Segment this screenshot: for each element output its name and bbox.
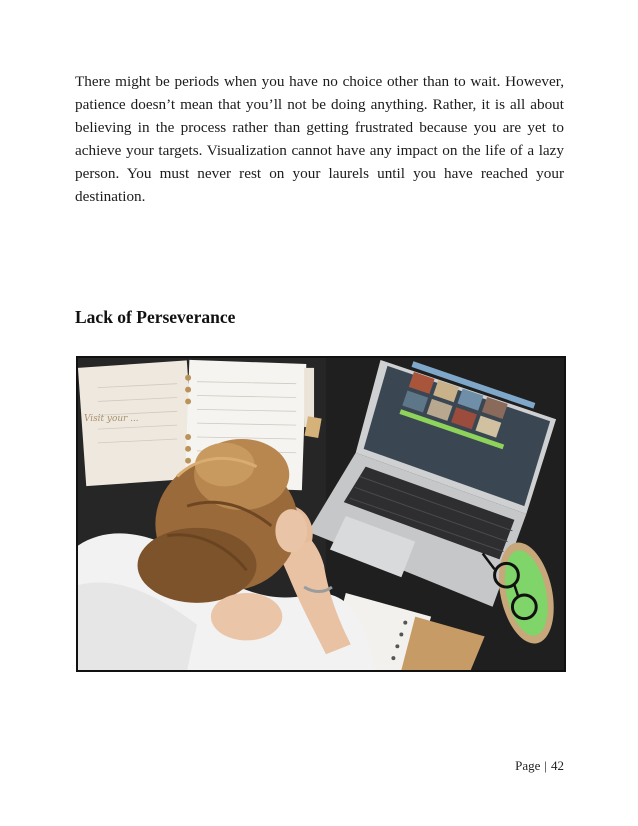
page-label: Page	[515, 758, 541, 773]
page-separator: |	[544, 758, 547, 773]
svg-text:Visit your ...: Visit your ...	[83, 414, 139, 425]
page-footer	[515, 758, 564, 774]
photo-frustrated-woman-icon	[78, 358, 564, 670]
page-number: 42	[551, 758, 564, 773]
body-paragraph: There might be periods when you have no choice other than to wait. However, patience doesn’t mean that you’ll not be doing anything. Rather, it is all about believing in the process rather than getting frustrated because you are yet to achieve your targets. Visualization cannot have any impact on the life of a lazy person. You must never rest on your laurels until you have reached your destination.	[75, 73, 564, 205]
section-heading: Lack of Perseverance	[75, 307, 236, 327]
illustration-photo	[76, 356, 566, 672]
